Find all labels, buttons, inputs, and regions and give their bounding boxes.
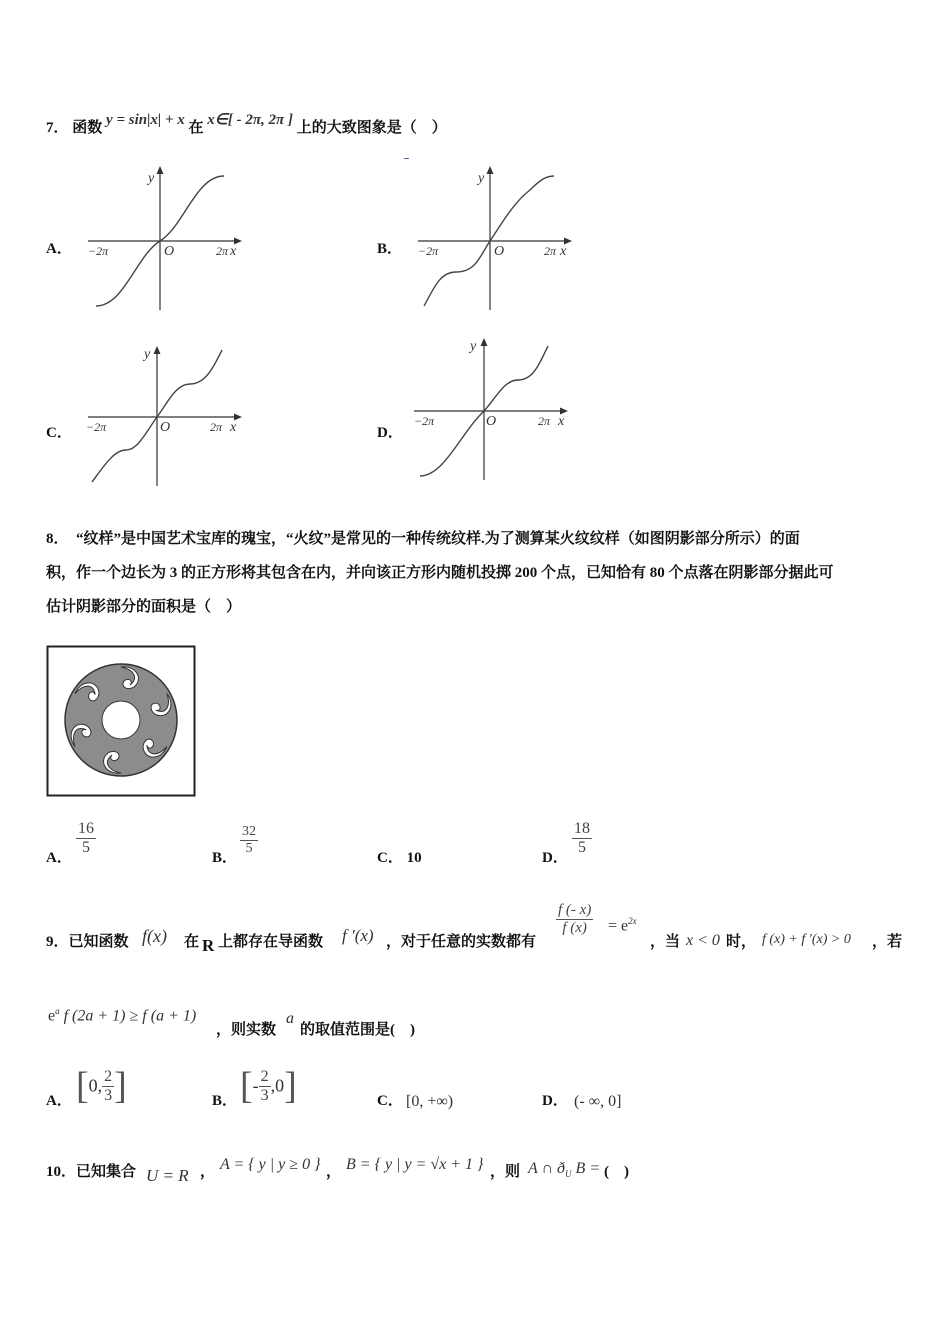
q7-option-b-label[interactable]: B．: [377, 241, 403, 257]
interval-fraction: [259, 1068, 271, 1105]
option-value: 10: [406, 850, 422, 866]
x-neg-tick: −2π: [88, 244, 109, 258]
numerator: 2: [104, 1067, 113, 1085]
q9-t5: 时，: [726, 934, 757, 950]
x-label: x: [560, 244, 567, 259]
q8-option-b-label[interactable]: B．: [212, 850, 238, 866]
rhs-base: = e: [608, 917, 629, 935]
x-label: x: [230, 420, 237, 435]
x-neg-tick: −2π: [86, 420, 107, 434]
q7-text-3: 上的大致图象是（ ）: [296, 120, 447, 136]
x-label: x: [230, 244, 237, 259]
denominator: 5: [245, 841, 253, 856]
numerator: 18: [574, 820, 590, 837]
denominator: 5: [82, 839, 90, 856]
q9-option-d-interval[interactable]: (- ∞, 0]: [574, 1093, 622, 1110]
q8-stem: [46, 522, 906, 624]
q9-f2: f ′(x): [342, 926, 374, 945]
origin-label: O: [494, 244, 505, 259]
y-arrow-icon: [154, 346, 161, 354]
fire-pattern-figure: [46, 645, 198, 799]
q9-t8: 的取值范围是( ): [300, 1022, 415, 1038]
denominator: f (x): [562, 920, 587, 936]
y-label: y: [144, 347, 151, 362]
q9-option-b-label[interactable]: B．: [212, 1093, 238, 1109]
q7-number: 7．: [46, 120, 69, 136]
q7-stem: [46, 112, 447, 137]
x-pos-tick: 2π: [210, 420, 223, 434]
x-neg-tick: −2π: [414, 414, 435, 428]
q10-t1: ，则: [490, 1164, 521, 1180]
q8-line-2: 积，作一个边长为 3 的正方形将其包含在内，并向该正方形内随机投掷 200 个点，已知恰有 80 个点落在阴影部分据此可: [46, 565, 834, 581]
interval-pre: 0,: [88, 1075, 103, 1096]
q9-ratio-fraction: [556, 902, 593, 937]
origin-label: O: [486, 414, 497, 429]
q7-graph-c[interactable]: [80, 340, 250, 490]
q9-t3: ，对于任意的实数都有: [386, 934, 537, 950]
q10-num: 10．已知集合: [46, 1164, 137, 1180]
q9-option-c-label[interactable]: C．: [377, 1093, 403, 1109]
x-pos-tick: 2π: [538, 414, 551, 428]
q9-line-2-math: [48, 1006, 196, 1025]
q7-option-a-label[interactable]: A．: [46, 241, 72, 257]
y-arrow-icon: [481, 338, 488, 346]
y-arrow-icon: [487, 166, 494, 174]
bracket-right: ]: [284, 1065, 297, 1107]
q9-t2: 上都存在导函数: [218, 934, 324, 950]
inequality: f (2a + 1) ≥ f (a + 1): [63, 1007, 197, 1025]
option-label: C．: [377, 850, 403, 866]
x-neg-tick: −2π: [418, 244, 439, 258]
exp-power: a: [55, 1006, 60, 1016]
q7-graph-a[interactable]: [80, 160, 250, 315]
q10-t2: ( ): [604, 1164, 629, 1180]
q7-text-2: 在: [188, 120, 204, 136]
numerator: 2: [260, 1067, 269, 1085]
q9-real-set: R: [202, 936, 215, 955]
q9-num: 9．已知函数: [46, 934, 129, 950]
q10-set-b: B = { y | y = √x + 1 }: [346, 1156, 484, 1173]
q7-domain: x∈[ - 2π, 2π ]: [207, 112, 293, 128]
q9-option-a-label[interactable]: A．: [46, 1093, 72, 1109]
q10-sep-1: ，: [200, 1164, 216, 1180]
origin-label: O: [160, 420, 171, 435]
q9-ineq: f (x) + f ′(x) > 0: [762, 932, 851, 947]
q10-set-a: A = { y | y ≥ 0 }: [220, 1156, 321, 1173]
q8-line-3: 估计阴影部分的面积是（ ）: [46, 599, 242, 615]
q10-universe: U = R: [146, 1166, 189, 1185]
q9-var: a: [286, 1010, 294, 1027]
y-label: y: [470, 339, 477, 354]
q9-option-d-label[interactable]: D．: [542, 1093, 568, 1109]
exp-base: e: [48, 1007, 56, 1025]
q7-option-d-label[interactable]: D．: [377, 425, 403, 441]
q8-option-c-label[interactable]: [377, 846, 422, 867]
q8-line-1: 8． “纹样”是中国艺术宝库的瑰宝，“火纹”是常见的一种传统纹样.为了测算某火纹纹样（如图阴影部分所示）的面: [46, 531, 800, 547]
denominator: 3: [104, 1086, 113, 1104]
denominator: 5: [578, 839, 586, 856]
q7-graph-b[interactable]: [410, 160, 580, 315]
expr-tail: B =: [575, 1160, 601, 1177]
interval-pre: -: [252, 1075, 259, 1096]
q8-option-a-label[interactable]: A．: [46, 850, 72, 866]
q7-graph-d[interactable]: [408, 334, 578, 484]
y-label: y: [148, 171, 155, 186]
x-pos-tick: 2π: [544, 244, 557, 258]
q9-option-c-interval[interactable]: [0, +∞): [406, 1093, 454, 1110]
interval-fraction: [102, 1068, 114, 1105]
q10-sep-2: ，: [326, 1164, 342, 1180]
q9-option-a-interval[interactable]: [76, 1064, 127, 1108]
q9-cond: x < 0: [686, 932, 720, 949]
y-arrow-icon: [157, 166, 164, 174]
bracket-right: ]: [114, 1065, 127, 1107]
y-label: y: [478, 171, 485, 186]
q7-text-1: 函数: [72, 120, 103, 136]
q9-t4: ，当: [650, 934, 681, 950]
numerator: 16: [78, 820, 94, 837]
q10-expr: [528, 1160, 600, 1179]
numerator: f (- x): [558, 902, 592, 918]
expr-main: A ∩ ð: [528, 1160, 566, 1177]
q9-f1: f(x): [142, 926, 167, 946]
q9-option-b-interval[interactable]: [240, 1064, 297, 1108]
bracket-left: [: [240, 1065, 253, 1107]
q9-t1: 在: [184, 934, 200, 950]
center-hole: [102, 701, 140, 739]
q8-option-d-label[interactable]: D．: [542, 850, 568, 866]
q7-option-c-label[interactable]: C．: [46, 425, 72, 441]
stray-mark: [404, 158, 409, 159]
x-label: x: [558, 414, 565, 429]
origin-label: O: [164, 244, 175, 259]
q8-option-d-fraction[interactable]: [572, 820, 592, 857]
x-pos-tick: 2π: [216, 244, 229, 258]
q9-frac-rhs: [608, 916, 637, 935]
interval-post: ,0: [270, 1075, 285, 1096]
q7-function: y = sin|x| + x: [106, 112, 185, 128]
q8-option-b-fraction[interactable]: [240, 824, 258, 857]
denominator: 3: [260, 1086, 269, 1104]
bracket-left: [: [76, 1065, 89, 1107]
rhs-exponent: 2x: [628, 916, 637, 926]
expr-sub: U: [565, 1169, 572, 1180]
q9-t6: ，若: [872, 934, 903, 950]
numerator: 32: [242, 824, 256, 839]
q8-option-a-fraction[interactable]: [76, 820, 96, 857]
q9-t7: ，则实数: [216, 1022, 277, 1038]
